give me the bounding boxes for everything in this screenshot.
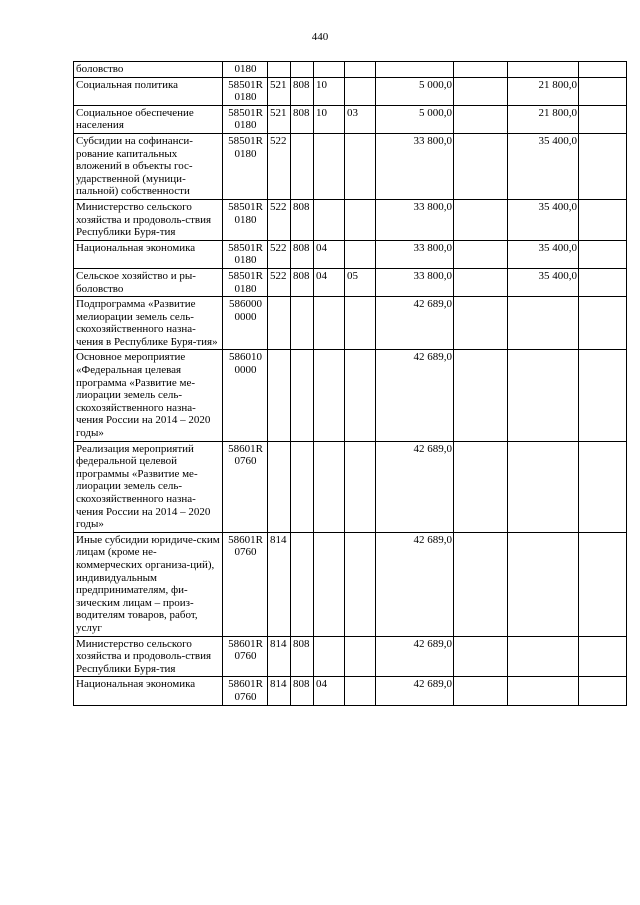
amount-3-cell: 21 800,0	[508, 105, 579, 133]
subsection-cell	[345, 441, 376, 532]
row-name-cell: боловство	[74, 62, 223, 78]
expense-type-cell: 521	[268, 77, 291, 105]
amount-1-cell: 42 689,0	[376, 350, 454, 441]
amount-4-cell	[579, 199, 627, 240]
section-cell	[314, 62, 345, 78]
amount-4-cell	[579, 677, 627, 705]
amount-3-cell: 35 400,0	[508, 240, 579, 268]
amount-4-cell	[579, 297, 627, 350]
expense-type-cell	[268, 62, 291, 78]
amount-4-cell	[579, 441, 627, 532]
csr-code-cell: 58501R 0180	[223, 240, 268, 268]
table-row	[74, 268, 627, 296]
amount-2-cell	[454, 441, 508, 532]
csr-code-cell: 0180	[223, 62, 268, 78]
csr-code-cell: 58601R 0760	[223, 636, 268, 677]
amount-1-cell: 42 689,0	[376, 636, 454, 677]
amount-4-cell	[579, 268, 627, 296]
csr-code-cell: 58501R 0180	[223, 77, 268, 105]
section-cell: 10	[314, 77, 345, 105]
amount-4-cell	[579, 77, 627, 105]
amount-2-cell	[454, 105, 508, 133]
amount-4-cell	[579, 636, 627, 677]
amount-4-cell	[579, 240, 627, 268]
section-cell: 04	[314, 240, 345, 268]
subsection-cell: 03	[345, 105, 376, 133]
row-name-cell: Иные субсидии юридиче-ским лицам (кроме не-коммерческих организа-ций), индивидуальным предпринимателям, фи-зическим лицам – произ-водителям товаров, работ, услуг	[74, 532, 223, 636]
table-row	[74, 441, 627, 532]
table-row	[74, 77, 627, 105]
table-row	[74, 636, 627, 677]
table-row	[74, 199, 627, 240]
row-name-cell: Основное мероприятие «Федеральная целевая программа «Развитие ме-лиорации земель сель-скохозяйственного назна-чения России на 2014 – 2020 годы»	[74, 350, 223, 441]
expense-type-cell	[268, 350, 291, 441]
amount-2-cell	[454, 133, 508, 199]
csr-code-cell: 58501R 0180	[223, 133, 268, 199]
ministry-code-cell	[291, 133, 314, 199]
amount-3-cell	[508, 532, 579, 636]
csr-code-cell: 58501R 0180	[223, 105, 268, 133]
ministry-code-cell: 808	[291, 677, 314, 705]
expense-type-cell: 814	[268, 677, 291, 705]
amount-2-cell	[454, 532, 508, 636]
amount-1-cell: 42 689,0	[376, 532, 454, 636]
amount-1-cell: 33 800,0	[376, 240, 454, 268]
ministry-code-cell: 808	[291, 199, 314, 240]
expense-type-cell: 814	[268, 636, 291, 677]
subsection-cell	[345, 297, 376, 350]
ministry-code-cell	[291, 441, 314, 532]
csr-code-cell: 58601R 0760	[223, 441, 268, 532]
amount-4-cell	[579, 62, 627, 78]
amount-2-cell	[454, 297, 508, 350]
subsection-cell	[345, 240, 376, 268]
csr-code-cell: 58501R 0180	[223, 199, 268, 240]
subsection-cell	[345, 350, 376, 441]
amount-1-cell: 42 689,0	[376, 297, 454, 350]
row-name-cell: Министерство сельского хозяйства и продоволь-ствия Республики Буря-тия	[74, 636, 223, 677]
row-name-cell: Министерство сельского хозяйства и продоволь-ствия Республики Буря-тия	[74, 199, 223, 240]
expense-type-cell: 522	[268, 199, 291, 240]
amount-2-cell	[454, 268, 508, 296]
row-name-cell: Социальная политика	[74, 77, 223, 105]
amount-1-cell: 33 800,0	[376, 199, 454, 240]
subsection-cell	[345, 199, 376, 240]
section-cell	[314, 199, 345, 240]
ministry-code-cell	[291, 297, 314, 350]
amount-1-cell: 42 689,0	[376, 677, 454, 705]
section-cell: 04	[314, 677, 345, 705]
expense-type-cell: 521	[268, 105, 291, 133]
amount-3-cell: 21 800,0	[508, 77, 579, 105]
ministry-code-cell: 808	[291, 268, 314, 296]
table-row	[74, 677, 627, 705]
expense-type-cell: 814	[268, 532, 291, 636]
ministry-code-cell: 808	[291, 240, 314, 268]
ministry-code-cell: 808	[291, 636, 314, 677]
subsection-cell	[345, 77, 376, 105]
amount-2-cell	[454, 62, 508, 78]
amount-2-cell	[454, 636, 508, 677]
amount-4-cell	[579, 105, 627, 133]
amount-2-cell	[454, 199, 508, 240]
amount-1-cell	[376, 62, 454, 78]
table-row	[74, 350, 627, 441]
row-name-cell: Субсидии на софинанси-рование капитальных вложений в объекты гос-ударственной (муници-пальной) собственности	[74, 133, 223, 199]
table-row	[74, 105, 627, 133]
ministry-code-cell: 808	[291, 77, 314, 105]
budget-table	[73, 61, 627, 706]
amount-3-cell: 35 400,0	[508, 133, 579, 199]
section-cell	[314, 532, 345, 636]
amount-2-cell	[454, 350, 508, 441]
ministry-code-cell	[291, 62, 314, 78]
section-cell: 10	[314, 105, 345, 133]
amount-3-cell	[508, 636, 579, 677]
amount-2-cell	[454, 677, 508, 705]
amount-3-cell	[508, 350, 579, 441]
expense-type-cell: 522	[268, 268, 291, 296]
expense-type-cell	[268, 441, 291, 532]
subsection-cell	[345, 532, 376, 636]
csr-code-cell: 58601R 0760	[223, 677, 268, 705]
expense-type-cell	[268, 297, 291, 350]
row-name-cell: Реализация мероприятий федеральной целевой программы «Развитие ме-лиорации земель сель-скохозяйственного назна-чения России на 2014 – 2020 годы»	[74, 441, 223, 532]
subsection-cell	[345, 677, 376, 705]
subsection-cell	[345, 133, 376, 199]
row-name-cell: Национальная экономика	[74, 677, 223, 705]
amount-3-cell	[508, 297, 579, 350]
csr-code-cell: 58601R 0760	[223, 532, 268, 636]
amount-3-cell: 35 400,0	[508, 199, 579, 240]
csr-code-cell: 586010 0000	[223, 350, 268, 441]
amount-4-cell	[579, 532, 627, 636]
subsection-cell	[345, 62, 376, 78]
section-cell	[314, 133, 345, 199]
amount-3-cell	[508, 441, 579, 532]
section-cell: 04	[314, 268, 345, 296]
row-name-cell: Подпрограмма «Развитие мелиорации земель сель-скохозяйственного назна-чения в Республике Буря-тия»	[74, 297, 223, 350]
amount-1-cell: 5 000,0	[376, 77, 454, 105]
ministry-code-cell	[291, 532, 314, 636]
section-cell	[314, 441, 345, 532]
section-cell	[314, 350, 345, 441]
csr-code-cell: 586000 0000	[223, 297, 268, 350]
amount-1-cell: 33 800,0	[376, 268, 454, 296]
subsection-cell: 05	[345, 268, 376, 296]
amount-1-cell: 33 800,0	[376, 133, 454, 199]
page-number: 440	[311, 31, 329, 43]
subsection-cell	[345, 636, 376, 677]
amount-2-cell	[454, 77, 508, 105]
amount-3-cell	[508, 62, 579, 78]
section-cell	[314, 297, 345, 350]
ministry-code-cell	[291, 350, 314, 441]
amount-2-cell	[454, 240, 508, 268]
expense-type-cell: 522	[268, 240, 291, 268]
budget-table-body	[74, 62, 627, 706]
amount-4-cell	[579, 133, 627, 199]
row-name-cell: Социальное обеспечение населения	[74, 105, 223, 133]
section-cell	[314, 636, 345, 677]
amount-4-cell	[579, 350, 627, 441]
amount-1-cell: 42 689,0	[376, 441, 454, 532]
amount-3-cell	[508, 677, 579, 705]
row-name-cell: Национальная экономика	[74, 240, 223, 268]
amount-1-cell: 5 000,0	[376, 105, 454, 133]
csr-code-cell: 58501R 0180	[223, 268, 268, 296]
amount-3-cell: 35 400,0	[508, 268, 579, 296]
table-row	[74, 297, 627, 350]
table-row	[74, 240, 627, 268]
ministry-code-cell: 808	[291, 105, 314, 133]
expense-type-cell: 522	[268, 133, 291, 199]
table-row	[74, 532, 627, 636]
row-name-cell: Сельское хозяйство и ры-боловство	[74, 268, 223, 296]
table-row	[74, 133, 627, 199]
table-row	[74, 62, 627, 78]
